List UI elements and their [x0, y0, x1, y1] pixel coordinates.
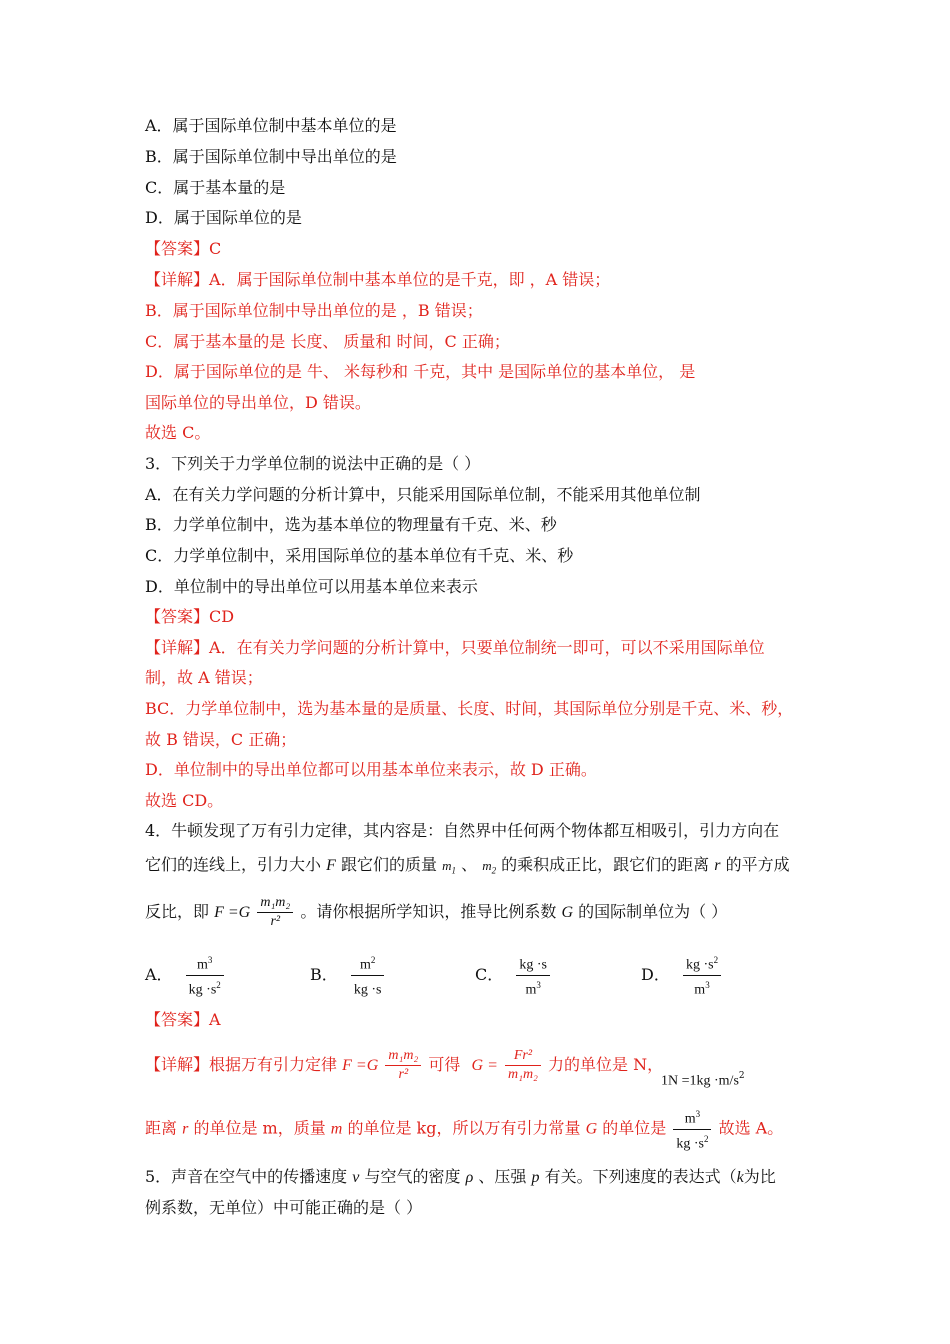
q4-option-b: B． $\frac{m^2}{kg \cdot s}$	[310, 952, 386, 998]
q4-detail-line-1: 【详解】根据万有引力定律 F =G $\frac{\text{m₁m₂}}{\text{r²}}$ 可得 G = $\frac{\text{Fr²}}{\text{m₁m₂}}$ 力的单位是 N，	[145, 1048, 664, 1082]
q4-detail-line-2: 距离 r 的单位是 m，质量 m 的单位是 kg，所以万有引力常量 G 的单位是 $\frac{m^3}{kg \cdot s^2}$ 故选 A。	[145, 1106, 783, 1152]
q5-stem-line-1: 5．声音在空气中的传播速度 v 与空气的密度 ρ 、压强 p 有关。下列速度的表达式（k为比	[145, 1167, 776, 1186]
q2-conclusion: 故选 C。	[145, 423, 211, 442]
q2-option-b: B．属于国际单位制中导出单位的是	[145, 147, 397, 166]
detail-tag: 【详解】	[145, 270, 210, 289]
newton-definition: $1N =1kg \cdot m/s^2$	[661, 1071, 745, 1089]
g-unit-fraction: $\frac{m^3}{kg \cdot s^2}$	[673, 1106, 711, 1152]
q3-detail-line-3: BC．力学单位制中，选为基本量的是质量、长度、时间，其国际单位分别是千克、米、秒，	[145, 699, 794, 718]
q3-stem: 3．下列关于力学单位制的说法中正确的是（ ）	[145, 454, 481, 473]
q3-detail-line-1	[145, 638, 765, 658]
detail-tag: 【详解】	[145, 638, 210, 657]
q3-detail-line-5: D．单位制中的导出单位都可以用基本单位来表示，故 D 正确。	[145, 760, 597, 779]
detail-text: A．属于国际单位制中基本单位的是千克，即 ，A 错误；	[209, 270, 611, 289]
q3-detail-line-4: 故 B 错误，C 正确；	[145, 730, 297, 749]
q2-option-c: C．属于基本量的是	[145, 178, 286, 197]
q2-option-d: D．属于国际单位的是	[145, 208, 302, 227]
q4-stem-line-2: 它们的连线上，引力大小 F 跟它们的质量 $m_1$ 、 $m_2$ 的乘积成正比，跟它们的距离 r 的平方成	[145, 855, 790, 876]
q3-option-b: B．力学单位制中，选为基本单位的物理量有千克、米、秒	[145, 515, 557, 534]
q2-detail-line-3: C．属于基本量的是 长度、 质量和 时间，C 正确；	[145, 332, 510, 351]
q4-answer: 【答案】A	[145, 1010, 221, 1029]
q5-stem-line-2: 例系数，无单位）中可能正确的是（ ）	[145, 1198, 423, 1217]
g-expression-fraction: $\frac{\text{Fr²}}{\text{m₁m₂}}$	[505, 1048, 541, 1083]
q2-detail-line-4: D．属于国际单位的是 牛、 米每秒和 千克，其中 是国际单位的基本单位， 是	[145, 362, 696, 381]
q4-stem-line-1: 4．牛顿发现了万有引力定律，其内容是：自然界中任何两个物体都互相吸引，引力方向在	[145, 821, 780, 840]
q2-detail-line-1	[145, 270, 610, 290]
q3-answer: 【答案】CD	[145, 607, 235, 626]
q2-option-a: A．属于国际单位制中基本单位的是	[145, 116, 397, 135]
q3-option-a: A．在有关力学问题的分析计算中，只能采用国际单位制，不能采用其他单位制	[145, 485, 701, 504]
gravitation-formula: F =G	[214, 904, 251, 921]
detail-text: A．在有关力学问题的分析计算中，只要单位制统一即可，可以不采用国际单位	[209, 638, 765, 657]
gravitation-fraction: $\frac{\text{m₁m₂}}{\text{r²}}$	[257, 895, 293, 930]
q2-detail-line-5: 国际单位的导出单位，D 错误。	[145, 393, 371, 412]
q3-option-d: D．单位制中的导出单位可以用基本单位来表示	[145, 577, 478, 596]
q2-detail-line-2: B．属于国际单位制中导出单位的是 ，B 错误；	[145, 301, 483, 320]
q4-option-d: D． $\frac{kg \cdot s^2}{m^3}$	[641, 952, 723, 998]
q4-option-c: C． $\frac{kg \cdot s}{m^3}$	[475, 952, 552, 998]
q3-conclusion: 故选 CD。	[145, 791, 224, 810]
q4-option-a: A． $\frac{m^3}{kg \cdot s^2}$	[145, 952, 226, 998]
q4-stem-line-3: 反比，即 F =G $\frac{\text{m₁m₂}}{\text{r²}}$ 。请你根据所学知识，推导比例系数 G 的国际制单位为（ ）	[145, 895, 728, 929]
q2-answer: 【答案】C	[145, 239, 222, 258]
q3-detail-line-2: 制，故 A 错误；	[145, 668, 263, 687]
q3-option-c: C．力学单位制中，采用国际单位的基本单位有千克、米、秒	[145, 546, 574, 565]
